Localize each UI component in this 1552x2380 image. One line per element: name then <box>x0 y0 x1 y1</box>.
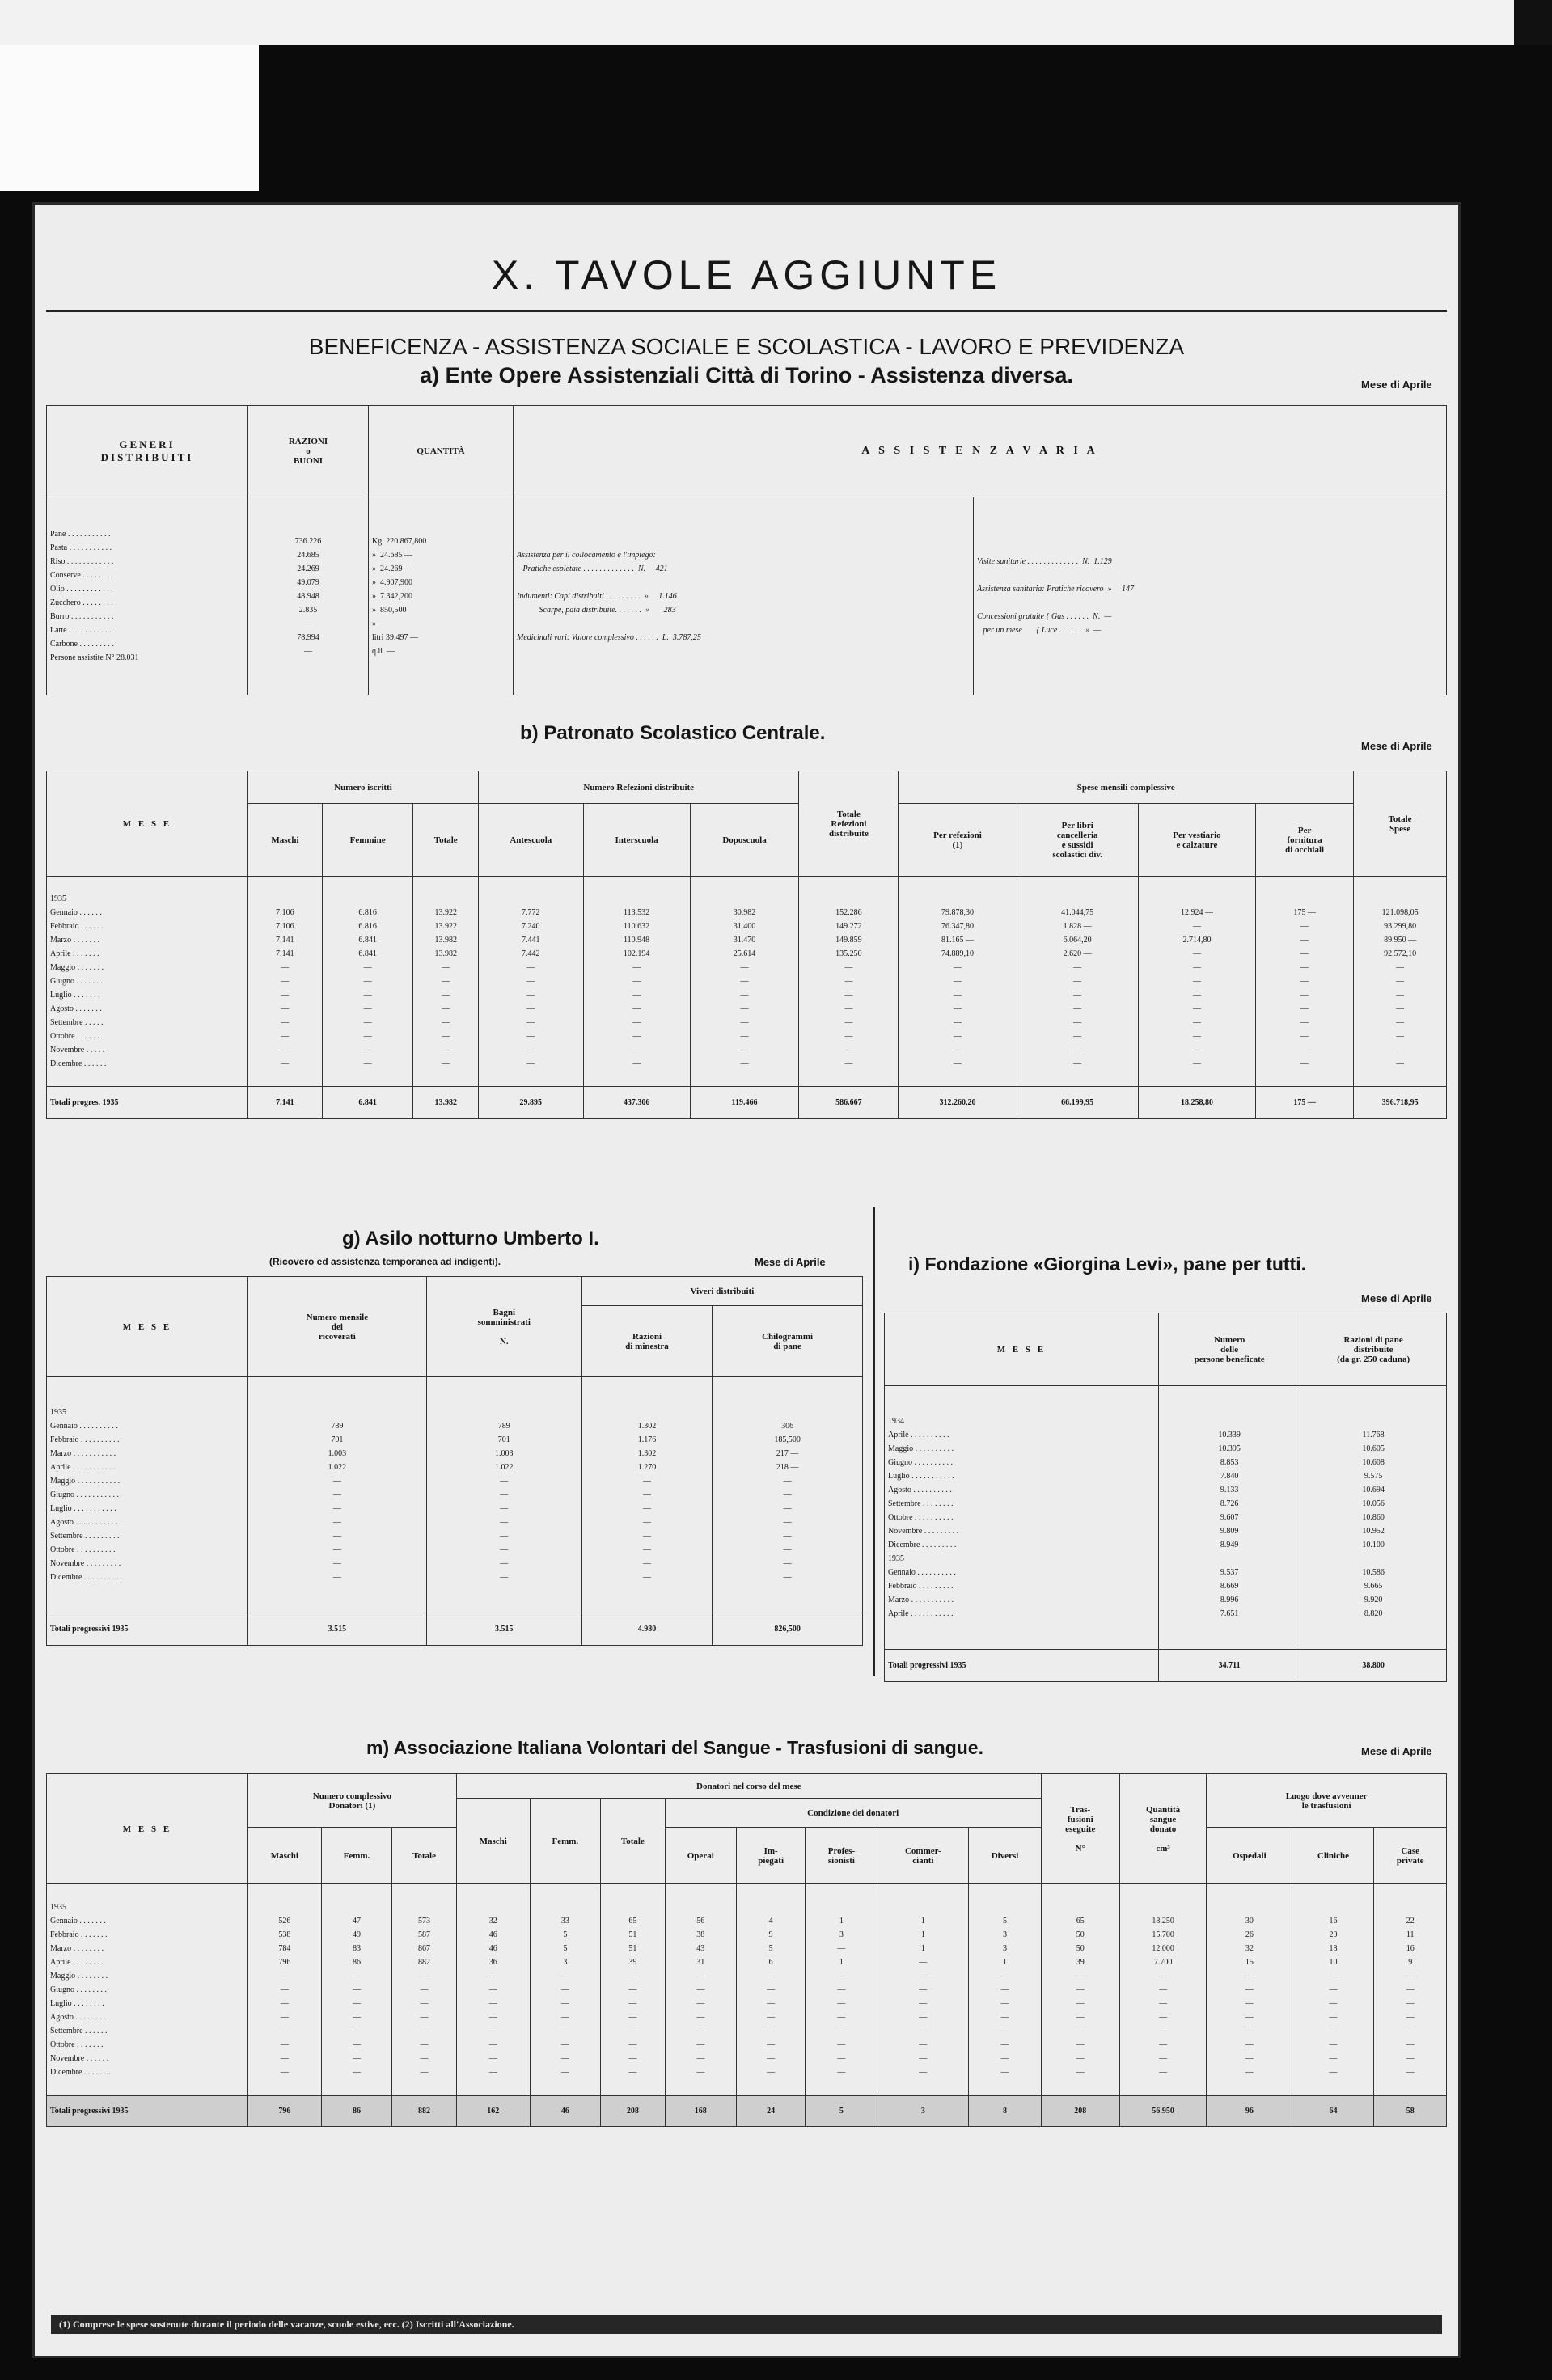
b-total-cell: 29.895 <box>479 1087 584 1119</box>
m-total-cell: 8 <box>969 2096 1041 2127</box>
m-trasfusioni: 65 50 50 39 — — — — — — — — <box>1041 1884 1119 2096</box>
m-col-trasfusioni: Tras- fusioni eseguite N° <box>1041 1774 1119 1884</box>
g-col-viveri: Viveri distribuiti <box>581 1277 862 1306</box>
m-case: 22 11 16 9 — — — — — — — — <box>1374 1884 1447 2096</box>
g-totals-row <box>47 1613 863 1646</box>
scan-top-corner <box>1514 0 1552 45</box>
m-total-cell: 56.950 <box>1119 2096 1206 2127</box>
m-ospedali: 30 26 32 15 — — — — — — — — <box>1207 1884 1292 2096</box>
section-m-month: Mese di Aprile <box>1361 1745 1432 1757</box>
b-total-cell: 7.141 <box>248 1087 323 1119</box>
m-num-femm: 47 49 83 86 — — — — — — — — <box>321 1884 391 2096</box>
m-col-quantita: Quantità sangue donato cm³ <box>1119 1774 1206 1884</box>
m-col-professionisti: Profes- sionisti <box>806 1828 877 1884</box>
b-total-cell: 437.306 <box>583 1087 690 1119</box>
m-col-diversi: Diversi <box>969 1828 1041 1884</box>
scan-left-margin <box>0 45 259 191</box>
b-col-per-vestiario: Per vestiario e calzature <box>1138 804 1255 877</box>
m-col-don-maschi: Maschi <box>456 1799 530 1884</box>
section-g-table <box>46 1276 863 1646</box>
m-col-condizione: Condizione dei donatori <box>665 1799 1041 1828</box>
m-diversi: 5 3 3 1 — — — — — — — — <box>969 1884 1041 2096</box>
m-totals-row <box>47 2096 1447 2127</box>
g-col-bagni: Bagni somministrati N. <box>426 1277 581 1377</box>
b-totals-row <box>47 1087 1447 1119</box>
m-commercianti: 1 1 1 — — — — — — — — — <box>877 1884 969 2096</box>
b-per-occhiali: 175 — — — — — — — — — — — — <box>1256 877 1354 1087</box>
b-total-cell: 396.718,95 <box>1354 1087 1447 1119</box>
m-total-cell: 162 <box>456 2096 530 2127</box>
b-per-refezioni: 79.878,30 76.347,80 81.165 — 74.889,10 — — — — — — — — <box>899 877 1017 1087</box>
b-col-refezioni: Numero Refezioni distribuite <box>479 771 799 804</box>
b-col-antescuola: Antescuola <box>479 804 584 877</box>
b-col-totale: Totale <box>413 804 479 877</box>
quantita-list: Kg. 220.867,800 » 24.685 — » 24.269 — » 4.907,900 » 7.342,200 » 850,500 » — litri 39.497 — q.li — <box>369 497 514 695</box>
b-total-cell: 66.199,95 <box>1017 1087 1138 1119</box>
varia-left: Assistenza per il collocamento e l'impiego: Pratiche espletate . . . . . . . . . . . . . N. 421 Indumenti: Capi distribuiti . . . . . . . . . » 1.146 Scarpe, paia distribuite. . . . . . . » 283 Medicinali vari: Valore complessivo . . . . . . L. 3.787,25 <box>514 497 974 695</box>
b-antescuola: 7.772 7.240 7.441 7.442 — — — — — — — — <box>479 877 584 1087</box>
m-col-num-maschi: Maschi <box>248 1828 322 1884</box>
b-per-libri: 41.044,75 1.828 — 6.064,20 2.620 — — — — — — — — — <box>1017 877 1138 1087</box>
m-total-cell: 3 <box>877 2096 969 2127</box>
b-col-spese: Spese mensili complessive <box>899 771 1354 804</box>
m-total-cell: 168 <box>665 2096 736 2127</box>
m-total-cell: 58 <box>1374 2096 1447 2127</box>
varia-right: Visite sanitarie . . . . . . . . . . . . . N. 1.129 Assistenza sanitaria: Pratiche ricovero » 147 Concessioni gratuite { Gas . . . . . . N. — per un mese { Luce . . . . . . » — <box>974 497 1447 695</box>
m-num-maschi: 526 538 784 796 — — — — — — — — <box>248 1884 322 2096</box>
i-total-label: Totali progressivi 1935 <box>885 1650 1159 1682</box>
g-col-razioni: Razioni di minestra <box>581 1306 712 1377</box>
b-total-cell: 6.841 <box>322 1087 413 1119</box>
m-col-luogo: Luogo dove avvenner le trasfusioni <box>1207 1774 1447 1828</box>
b-total-label: Totali progres. 1935 <box>47 1087 248 1119</box>
scan-top-margin <box>0 0 1552 45</box>
b-col-per-refezioni: Per refezioni (1) <box>899 804 1017 877</box>
section-g-title: g) Asilo notturno Umberto I. <box>342 1228 599 1249</box>
i-total-cell: 34.711 <box>1159 1650 1300 1682</box>
col-quantita: QUANTITÀ <box>369 406 514 497</box>
b-totale-spese: 121.098,05 93.299,80 89.950 — 92.572,10 — — — — — — — — <box>1354 877 1447 1087</box>
i-razioni: 11.768 10.605 10.608 9.575 10.694 10.056 10.860 10.952 10.100 10.586 9.665 9.920 8.820 <box>1300 1386 1447 1650</box>
section-a-month: Mese di Aprile <box>1361 378 1432 391</box>
section-supertitle: BENEFICENZA - ASSISTENZA SOCIALE E SCOLASTICA - LAVORO E PREVIDENZA <box>308 334 1185 359</box>
section-b-title: b) Patronato Scolastico Centrale. <box>520 722 826 744</box>
b-totale: 13.922 13.922 13.982 13.982 — — — — — — — — <box>413 877 479 1087</box>
m-impiegati: 4 9 5 6 — — — — — — — — <box>736 1884 806 2096</box>
b-col-iscritti: Numero iscritti <box>248 771 479 804</box>
m-col-numero: Numero complessivo Donatori (1) <box>248 1774 457 1828</box>
g-total-label: Totali progressivi 1935 <box>47 1613 248 1646</box>
m-total-label: Totali progressivi 1935 <box>47 2096 248 2127</box>
document-page <box>32 202 1461 2358</box>
g-pane: 306 185,500 217 — 218 — — — — — — — — — <box>713 1377 863 1613</box>
b-col-maschi: Maschi <box>248 804 323 877</box>
m-num-totale: 573 587 867 882 — — — — — — — — <box>392 1884 457 2096</box>
page-title: X. TAVOLE AGGIUNTE <box>491 252 1002 298</box>
b-col-mese: M E S E <box>47 771 248 877</box>
b-total-cell: 175 — <box>1256 1087 1354 1119</box>
section-a-table <box>46 405 1447 695</box>
m-total-cell: 796 <box>248 2096 322 2127</box>
section-g-month: Mese di Aprile <box>755 1256 826 1268</box>
g-bagni: 789 701 1.003 1.022 — — — — — — — — <box>426 1377 581 1613</box>
m-total-cell: 24 <box>736 2096 806 2127</box>
g-total-cell: 3.515 <box>426 1613 581 1646</box>
i-persone: 10.339 10.395 8.853 7.840 9.133 8.726 9.607 9.809 8.949 9.537 8.669 8.996 7.651 <box>1159 1386 1300 1650</box>
m-don-femm: 33 5 5 3 — — — — — — — — <box>530 1884 600 2096</box>
section-m-table <box>46 1773 1447 2127</box>
b-total-cell: 586.667 <box>799 1087 899 1119</box>
m-total-cell: 46 <box>530 2096 600 2127</box>
m-operai: 56 38 43 31 — — — — — — — — <box>665 1884 736 2096</box>
b-col-totale-spese: Totale Spese <box>1354 771 1447 877</box>
section-i-title: i) Fondazione «Giorgina Levi», pane per tutti. <box>908 1253 1306 1275</box>
b-interscuola: 113.532 110.632 110.948 102.194 — — — — — — — — <box>583 877 690 1087</box>
col-razioni: RAZIONI o BUONI <box>248 406 369 497</box>
m-professionisti: 1 3 — 1 — — — — — — — — <box>806 1884 877 2096</box>
section-g-subtitle: (Ricovero ed assistenza temporanea ad indigenti). <box>269 1256 501 1267</box>
title-rule <box>46 310 1447 312</box>
b-col-interscuola: Interscuola <box>583 804 690 877</box>
g-numero: 789 701 1.003 1.022 — — — — — — — — <box>248 1377 427 1613</box>
m-cliniche: 16 20 18 10 — — — — — — — — <box>1292 1884 1374 2096</box>
i-months: 1934 Aprile . . . . . . . . . . Maggio . . . . . . . . . . Giugno . . . . . . . . . . Luglio . . . . . . . . . . . Agosto . . . . . . . . . . Settembre . . . . . . . . Ottobre . . . . . . . . . . Novembre . . . . . . . . . Dicembre . . . . . . . . . 1935 Gennaio . . . . . . . . . . Febbraio . . . . . . . . . Marzo . . . . . . . . . . . Aprile . . . . . . . . . . . <box>885 1386 1159 1650</box>
b-months: 1935 Gennaio . . . . . . Febbraio . . . . . . Marzo . . . . . . . Aprile . . . . . . . Maggio . . . . . . . Giugno . . . . . . . Luglio . . . . . . . Agosto . . . . . . . Settembre . . . . . Ottobre . . . . . . Novembre . . . . . Dicembre . . . . . . <box>47 877 248 1087</box>
section-b-table <box>46 771 1447 1119</box>
b-col-tot-refezioni: Totale Refezioni distribuite <box>799 771 899 877</box>
b-total-cell: 18.258,80 <box>1138 1087 1255 1119</box>
m-total-cell: 208 <box>1041 2096 1119 2127</box>
m-months: 1935 Gennaio . . . . . . . Febbraio . . . . . . . Marzo . . . . . . . . Aprile . . . . . . . . Maggio . . . . . . . . Giugno . . . . . . . . Luglio . . . . . . . . Agosto . . . . . . . . Settembre . . . . . . Ottobre . . . . . . . Novembre . . . . . . Dicembre . . . . . . . <box>47 1884 248 2096</box>
m-col-donatori-mese: Donatori nel corso del mese <box>456 1774 1041 1799</box>
col-varia: A S S I S T E N Z A V A R I A <box>514 406 1447 497</box>
g-col-numero: Numero mensile dei ricoverati <box>248 1277 427 1377</box>
b-col-doposcuola: Doposcuola <box>690 804 799 877</box>
m-col-cliniche: Cliniche <box>1292 1828 1374 1884</box>
b-doposcuola: 30.982 31.400 31.470 25.614 — — — — — — — — <box>690 877 799 1087</box>
i-col-razioni: Razioni di pane distribuite (da gr. 250 caduna) <box>1300 1313 1447 1386</box>
m-don-maschi: 32 46 46 36 — — — — — — — — <box>456 1884 530 2096</box>
section-i-month: Mese di Aprile <box>1361 1292 1432 1304</box>
footnote: (1) Comprese le spese sostenute durante il periodo delle vacanze, scuole estive, ecc. (2) Iscritti all'Associazione. <box>51 2315 1442 2334</box>
i-col-persone: Numero delle persone beneficate <box>1159 1313 1300 1386</box>
m-total-cell: 64 <box>1292 2096 1374 2127</box>
b-total-cell: 312.260,20 <box>899 1087 1017 1119</box>
b-col-femmine: Femmine <box>322 804 413 877</box>
column-divider <box>873 1207 875 1676</box>
scan-right-margin <box>1456 45 1552 2380</box>
section-a-title: a) Ente Opere Assistenziali Città di Torino - Assistenza diversa. <box>420 363 1073 387</box>
m-quantita: 18.250 15.700 12.000 7.700 — — — — — — — — <box>1119 1884 1206 2096</box>
b-maschi: 7.106 7.106 7.141 7.141 — — — — — — — — <box>248 877 323 1087</box>
g-total-cell: 3.515 <box>248 1613 427 1646</box>
m-total-cell: 96 <box>1207 2096 1292 2127</box>
g-months: 1935 Gennaio . . . . . . . . . . Febbraio . . . . . . . . . . Marzo . . . . . . . . . . . Aprile . . . . . . . . . . . Maggio . . . . . . . . . . . Giugno . . . . . . . . . . . Luglio . . . . . . . . . . . Agosto . . . . . . . . . . . Settembre . . . . . . . . . Ottobre . . . . . . . . . . Novembre . . . . . . . . . Dicembre . . . . . . . . . . <box>47 1377 248 1613</box>
g-razioni: 1.302 1.176 1.302 1.270 — — — — — — — — <box>581 1377 712 1613</box>
b-per-vestiario: 12.924 — — 2.714,80 — — — — — — — — — <box>1138 877 1255 1087</box>
m-don-totale: 65 51 51 39 — — — — — — — — <box>601 1884 666 2096</box>
b-col-per-occhiali: Per fornitura di occhiali <box>1256 804 1354 877</box>
m-total-cell: 86 <box>321 2096 391 2127</box>
b-femmine: 6.816 6.816 6.841 6.841 — — — — — — — — <box>322 877 413 1087</box>
i-col-mese: M E S E <box>885 1313 1159 1386</box>
g-total-cell: 4.980 <box>581 1613 712 1646</box>
m-col-mese: M E S E <box>47 1774 248 1884</box>
col-generi: GENERI DISTRIBUITI <box>47 406 248 497</box>
m-col-operai: Operai <box>665 1828 736 1884</box>
m-col-case: Case private <box>1374 1828 1447 1884</box>
m-col-don-femm: Femm. <box>530 1799 600 1884</box>
i-total-cell: 38.800 <box>1300 1650 1447 1682</box>
m-col-num-femm: Femm. <box>321 1828 391 1884</box>
b-total-cell: 119.466 <box>690 1087 799 1119</box>
m-col-commercianti: Commer- cianti <box>877 1828 969 1884</box>
b-col-per-libri: Per libri cancelleria e sussidi scolastici div. <box>1017 804 1138 877</box>
section-b-month: Mese di Aprile <box>1361 740 1432 752</box>
m-total-cell: 882 <box>392 2096 457 2127</box>
m-col-impiegati: Im- piegati <box>736 1828 806 1884</box>
m-col-num-totale: Totale <box>392 1828 457 1884</box>
m-total-cell: 5 <box>806 2096 877 2127</box>
m-total-cell: 208 <box>601 2096 666 2127</box>
section-i-table <box>884 1313 1447 1682</box>
g-col-mese: M E S E <box>47 1277 248 1377</box>
g-col-pane: Chilogrammi di pane <box>713 1306 863 1377</box>
b-total-cell: 13.982 <box>413 1087 479 1119</box>
i-totals-row <box>885 1650 1447 1682</box>
g-total-cell: 826,500 <box>713 1613 863 1646</box>
razioni-list: 736.226 24.685 24.269 49.079 48.948 2.835 — 78.994 — <box>248 497 369 695</box>
section-m-title: m) Associazione Italiana Volontari del Sangue - Trasfusioni di sangue. <box>366 1737 983 1758</box>
m-col-don-totale: Totale <box>601 1799 666 1884</box>
b-tot-refezioni: 152.286 149.272 149.859 135.250 — — — — — — — — <box>799 877 899 1087</box>
m-col-ospedali: Ospedali <box>1207 1828 1292 1884</box>
generi-list: Pane . . . . . . . . . . . Pasta . . . . . . . . . . . Riso . . . . . . . . . . . . Conserve . . . . . . . . . Olio . . . . . . . . . . . . Zucchero . . . . . . . . . Burro . . . . . . . . . . . Latte . . . . . . . . . . . Carbone . . . . . . . . . Persone assistite N° 28.031 <box>47 497 248 695</box>
